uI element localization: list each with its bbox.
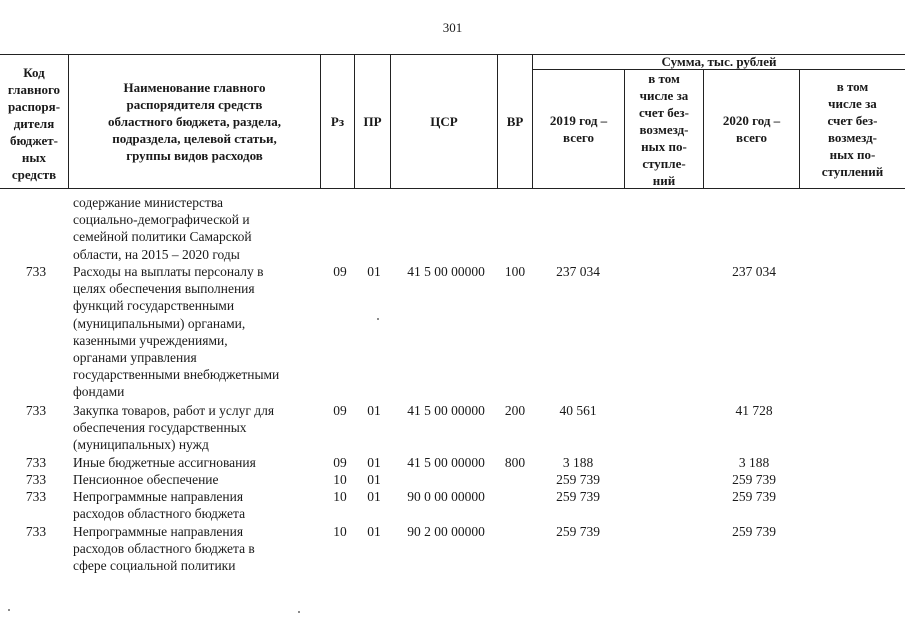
row-2020-total: 3 188 [738,455,770,470]
row-pr: 01 [367,455,381,470]
header-2020-total: 2020 год – всего [722,113,781,145]
row-name: Закупка товаров, работ и услуг для обеспечения государственных (муниципальных) нужд [73,403,275,453]
row-pr: 01 [367,403,381,418]
header-name: Наименование главного распорядителя средств областного бюджета, раздела, подраздела, целевой статьи, группы видов расходов [108,79,281,163]
header-code: Код главного распоря- дителя бюджет- ных средств [7,64,61,182]
row-rz: 09 [333,403,347,418]
row-csr: 41 5 00 00000 [407,403,485,418]
row-2019-total: 259 739 [556,524,600,539]
row-name: Непрограммные направления расходов областного бюджета [73,489,246,522]
row-rz: 09 [333,455,347,470]
row-2019-total: 40 561 [559,403,597,418]
header-rz: Рз [330,113,345,129]
row-2020-total: 259 739 [732,472,776,487]
continuation-text: содержание министерства социально-демографической и семейной политики Самарской области, на 2015 – 2020 годы [73,195,252,262]
row-code: 733 [25,455,47,470]
row-code: 733 [25,403,47,418]
row-code: 733 [25,264,47,279]
header-vr: ВР [506,113,524,129]
row-2020-total: 237 034 [732,264,776,279]
row-csr: 90 2 00 00000 [407,524,485,539]
row-name: Непрограммные направления расходов областного бюджета в сфере социальной политики [73,524,255,574]
row-rz: 10 [333,472,347,487]
row-2019-total: 3 188 [562,455,594,470]
row-code: 733 [25,489,47,504]
row-vr: 800 [504,455,526,470]
row-rz: 10 [333,489,347,504]
row-pr: 01 [367,524,381,539]
scan-speck [8,609,10,611]
row-name: Иные бюджетные ассигнования [73,455,256,470]
row-2020-total: 41 728 [735,403,773,418]
row-name: Расходы на выплаты персоналу в целях обеспечения выполнения функций государственными (муниципальными) органами, казенными учреждениями, органами управления государственными внебюджетными фондами [73,264,280,400]
row-pr: 01 [367,489,381,504]
header-2019-total: 2019 год – всего [549,113,608,145]
row-vr: 200 [504,403,526,418]
row-rz: 10 [333,524,347,539]
row-2019-total: 259 739 [556,472,600,487]
scan-speck [377,318,379,320]
header-bottom-border [0,188,905,189]
row-2020-total: 259 739 [732,489,776,504]
row-2020-total: 259 739 [732,524,776,539]
scan-speck [298,611,300,613]
row-csr: 41 5 00 00000 [407,264,485,279]
row-name: Пенсионное обеспечение [73,472,219,487]
row-vr: 100 [504,264,526,279]
header-2019-grants: в том числе за счет без- возмезд- ных по- ступле- ний [639,70,689,188]
table-header [0,54,905,189]
page-number: 301 [442,20,463,35]
header-sum-group: Сумма, тыс. рублей [661,54,777,69]
header-csr: ЦСР [430,113,458,129]
row-code: 733 [25,472,47,487]
row-code: 733 [25,524,47,539]
header-2020-grants: в том числе за счет без- возмезд- ных по- ступлений [821,79,884,179]
row-2019-total: 237 034 [556,264,600,279]
row-csr: 41 5 00 00000 [407,455,485,470]
row-rz: 09 [333,264,347,279]
row-pr: 01 [367,472,381,487]
row-pr: 01 [367,264,381,279]
row-2019-total: 259 739 [556,489,600,504]
row-csr: 90 0 00 00000 [407,489,485,504]
header-pr: ПР [363,113,382,129]
